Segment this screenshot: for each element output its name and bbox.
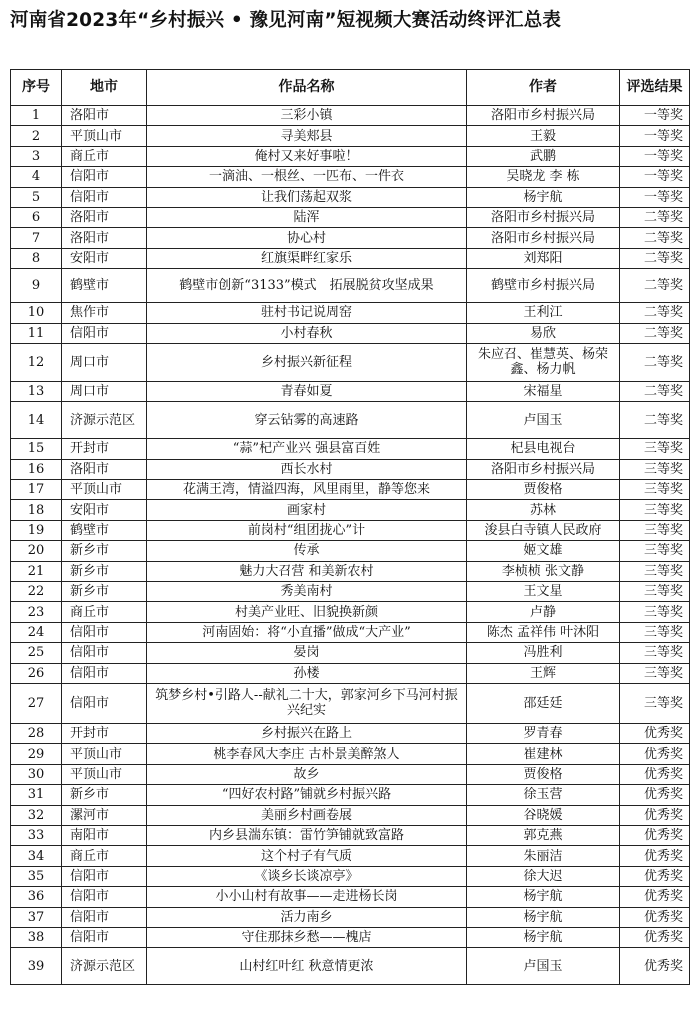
table-row (11, 948, 690, 985)
cell-author: 刘郑阳 (467, 248, 620, 268)
cell-result: 一等奖 (620, 167, 690, 187)
cell-city: 信阳市 (62, 866, 147, 886)
cell-author: 卢国玉 (467, 402, 620, 439)
header-city: 地市 (62, 70, 147, 106)
cell-result: 三等奖 (620, 520, 690, 540)
cell-city: 安阳市 (62, 248, 147, 268)
cell-result: 一等奖 (620, 126, 690, 146)
cell-city: 新乡市 (62, 785, 147, 805)
cell-author: 杨宇航 (467, 927, 620, 947)
cell-work-title: 俺村又来好事啦！ (147, 146, 467, 166)
cell-index: 29 (11, 744, 62, 764)
table-row (11, 520, 690, 540)
cell-index: 3 (11, 146, 62, 166)
cell-index: 26 (11, 663, 62, 683)
table-row (11, 683, 690, 723)
cell-index: 21 (11, 561, 62, 581)
cell-city: 信阳市 (62, 167, 147, 187)
cell-city: 商丘市 (62, 146, 147, 166)
table-row (11, 323, 690, 343)
cell-result: 二等奖 (620, 343, 690, 381)
table-row (11, 825, 690, 845)
cell-result: 一等奖 (620, 187, 690, 207)
cell-work-title: 传承 (147, 541, 467, 561)
cell-work-title: 寻美郏县 (147, 126, 467, 146)
cell-author: 浚县白寺镇人民政府 (467, 520, 620, 540)
cell-result: 优秀奖 (620, 764, 690, 784)
cell-city: 商丘市 (62, 602, 147, 622)
cell-index: 13 (11, 381, 62, 401)
cell-author: 王毅 (467, 126, 620, 146)
table-row (11, 805, 690, 825)
cell-city: 周口市 (62, 381, 147, 401)
table-row (11, 927, 690, 947)
cell-work-title: 一滴油、一根丝、一匹布、一件衣 (147, 167, 467, 187)
cell-index: 7 (11, 228, 62, 248)
cell-city: 洛阳市 (62, 228, 147, 248)
cell-work-title: 青春如夏 (147, 381, 467, 401)
cell-work-title: 内乡县湍东镇：雷竹笋铺就致富路 (147, 825, 467, 845)
cell-index: 35 (11, 866, 62, 886)
cell-result: 优秀奖 (620, 805, 690, 825)
cell-result: 三等奖 (620, 622, 690, 642)
cell-work-title: 乡村振兴新征程 (147, 343, 467, 381)
cell-city: 平顶山市 (62, 126, 147, 146)
table-row (11, 663, 690, 683)
cell-result: 三等奖 (620, 541, 690, 561)
cell-author: 姬文雄 (467, 541, 620, 561)
cell-author: 杨宇航 (467, 907, 620, 927)
cell-city: 信阳市 (62, 622, 147, 642)
cell-author: 贾俊格 (467, 764, 620, 784)
cell-result: 优秀奖 (620, 723, 690, 743)
cell-work-title: 鹤壁市创新“3133”模式 拓展脱贫攻坚成果 (147, 269, 467, 303)
cell-result: 二等奖 (620, 303, 690, 323)
cell-author: 武鹏 (467, 146, 620, 166)
cell-index: 9 (11, 269, 62, 303)
cell-city: 信阳市 (62, 187, 147, 207)
table-row (11, 248, 690, 268)
cell-author: 邵廷廷 (467, 683, 620, 723)
cell-index: 24 (11, 622, 62, 642)
cell-result: 三等奖 (620, 582, 690, 602)
cell-author: 朱应召、崔慧英、杨荣鑫、杨力帆 (467, 343, 620, 381)
cell-city: 信阳市 (62, 643, 147, 663)
cell-author: 徐大迟 (467, 866, 620, 886)
cell-author: 王文星 (467, 582, 620, 602)
cell-author: 朱丽洁 (467, 846, 620, 866)
table-row (11, 723, 690, 743)
cell-result: 优秀奖 (620, 866, 690, 886)
cell-result: 三等奖 (620, 439, 690, 459)
cell-result: 二等奖 (620, 381, 690, 401)
table-body (11, 106, 690, 985)
cell-index: 33 (11, 825, 62, 845)
cell-city: 信阳市 (62, 887, 147, 907)
cell-result: 三等奖 (620, 602, 690, 622)
table-row (11, 907, 690, 927)
cell-work-title: “蒜”杞产业兴 强县富百姓 (147, 439, 467, 459)
cell-author: 洛阳市乡村振兴局 (467, 228, 620, 248)
cell-index: 32 (11, 805, 62, 825)
cell-index: 2 (11, 126, 62, 146)
cell-author: 苏林 (467, 500, 620, 520)
table-row (11, 643, 690, 663)
cell-index: 27 (11, 683, 62, 723)
cell-city: 新乡市 (62, 541, 147, 561)
header-work-title: 作品名称 (147, 70, 467, 106)
cell-index: 31 (11, 785, 62, 805)
cell-result: 优秀奖 (620, 887, 690, 907)
cell-result: 一等奖 (620, 106, 690, 126)
cell-work-title: 乡村振兴在路上 (147, 723, 467, 743)
cell-city: 新乡市 (62, 582, 147, 602)
cell-index: 8 (11, 248, 62, 268)
table-row (11, 785, 690, 805)
cell-author: 郭克燕 (467, 825, 620, 845)
table-row (11, 126, 690, 146)
cell-work-title: 河南固始：将“小直播”做成“大产业” (147, 622, 467, 642)
cell-city: 鹤壁市 (62, 520, 147, 540)
cell-result: 二等奖 (620, 248, 690, 268)
table-row (11, 439, 690, 459)
table-row (11, 402, 690, 439)
cell-work-title: 村美产业旺、旧貌换新颜 (147, 602, 467, 622)
cell-author: 卢静 (467, 602, 620, 622)
table-row (11, 846, 690, 866)
table-row (11, 541, 690, 561)
cell-result: 二等奖 (620, 207, 690, 227)
cell-city: 平顶山市 (62, 764, 147, 784)
cell-work-title: 三彩小镇 (147, 106, 467, 126)
cell-author: 洛阳市乡村振兴局 (467, 459, 620, 479)
cell-city: 鹤壁市 (62, 269, 147, 303)
cell-result: 优秀奖 (620, 948, 690, 985)
cell-result: 三等奖 (620, 683, 690, 723)
cell-work-title: 故乡 (147, 764, 467, 784)
cell-work-title: 山村红叶红 秋意情更浓 (147, 948, 467, 985)
table-row (11, 744, 690, 764)
cell-city: 济源示范区 (62, 402, 147, 439)
cell-result: 三等奖 (620, 561, 690, 581)
cell-index: 18 (11, 500, 62, 520)
cell-result: 三等奖 (620, 643, 690, 663)
table-row (11, 500, 690, 520)
cell-work-title: 秀美南村 (147, 582, 467, 602)
cell-city: 信阳市 (62, 927, 147, 947)
cell-result: 三等奖 (620, 663, 690, 683)
cell-city: 洛阳市 (62, 207, 147, 227)
cell-author: 王辉 (467, 663, 620, 683)
table-row (11, 228, 690, 248)
cell-index: 25 (11, 643, 62, 663)
cell-author: 宋福星 (467, 381, 620, 401)
cell-work-title: 画家村 (147, 500, 467, 520)
table-header-row (11, 70, 690, 106)
cell-city: 信阳市 (62, 907, 147, 927)
cell-work-title: 陆浑 (147, 207, 467, 227)
cell-work-title: 晏岗 (147, 643, 467, 663)
cell-index: 39 (11, 948, 62, 985)
cell-index: 11 (11, 323, 62, 343)
table-row (11, 167, 690, 187)
cell-city: 信阳市 (62, 663, 147, 683)
table-row (11, 561, 690, 581)
cell-index: 34 (11, 846, 62, 866)
cell-index: 4 (11, 167, 62, 187)
cell-work-title: 协心村 (147, 228, 467, 248)
cell-index: 6 (11, 207, 62, 227)
cell-author: 杨宇航 (467, 187, 620, 207)
table-row (11, 602, 690, 622)
cell-index: 16 (11, 459, 62, 479)
cell-work-title: 魅力大召营 和美新农村 (147, 561, 467, 581)
cell-author: 易欣 (467, 323, 620, 343)
cell-result: 优秀奖 (620, 825, 690, 845)
cell-index: 14 (11, 402, 62, 439)
header-author: 作者 (467, 70, 620, 106)
cell-city: 信阳市 (62, 323, 147, 343)
table-row (11, 582, 690, 602)
cell-author: 洛阳市乡村振兴局 (467, 207, 620, 227)
cell-city: 平顶山市 (62, 480, 147, 500)
cell-city: 焦作市 (62, 303, 147, 323)
cell-result: 二等奖 (620, 228, 690, 248)
table-row (11, 459, 690, 479)
cell-result: 三等奖 (620, 500, 690, 520)
cell-result: 优秀奖 (620, 927, 690, 947)
table-row (11, 187, 690, 207)
cell-work-title: 美丽乡村画卷展 (147, 805, 467, 825)
cell-work-title: 穿云钻雾的高速路 (147, 402, 467, 439)
cell-index: 28 (11, 723, 62, 743)
cell-index: 36 (11, 887, 62, 907)
table-row (11, 764, 690, 784)
table-row (11, 480, 690, 500)
table-row (11, 866, 690, 886)
cell-work-title: 西长水村 (147, 459, 467, 479)
cell-author: 吴晓龙 李 栋 (467, 167, 620, 187)
header-result: 评选结果 (620, 70, 690, 106)
cell-index: 10 (11, 303, 62, 323)
cell-author: 杞县电视台 (467, 439, 620, 459)
cell-result: 二等奖 (620, 269, 690, 303)
cell-work-title: 前岗村“组团拢心”计 (147, 520, 467, 540)
page-title: 河南省2023年“乡村振兴 • 豫见河南”短视频大赛活动终评汇总表 (10, 10, 562, 31)
cell-city: 洛阳市 (62, 459, 147, 479)
cell-work-title: 活力南乡 (147, 907, 467, 927)
cell-work-title: “四好农村路”铺就乡村振兴路 (147, 785, 467, 805)
cell-result: 优秀奖 (620, 785, 690, 805)
cell-city: 周口市 (62, 343, 147, 381)
cell-index: 38 (11, 927, 62, 947)
cell-index: 37 (11, 907, 62, 927)
cell-author: 卢国玉 (467, 948, 620, 985)
table-row (11, 207, 690, 227)
cell-work-title: 小村春秋 (147, 323, 467, 343)
cell-work-title: 桃李春风大李庄 古朴景美醉煞人 (147, 744, 467, 764)
cell-city: 南阳市 (62, 825, 147, 845)
cell-index: 15 (11, 439, 62, 459)
table-row (11, 343, 690, 381)
results-table (10, 69, 690, 985)
table-row (11, 146, 690, 166)
cell-index: 23 (11, 602, 62, 622)
cell-index: 20 (11, 541, 62, 561)
cell-author: 崔建林 (467, 744, 620, 764)
cell-result: 二等奖 (620, 323, 690, 343)
cell-author: 陈杰 孟祥伟 叶沐阳 (467, 622, 620, 642)
cell-work-title: 孙楼 (147, 663, 467, 683)
cell-result: 三等奖 (620, 480, 690, 500)
cell-city: 洛阳市 (62, 106, 147, 126)
cell-author: 李桢桢 张文静 (467, 561, 620, 581)
cell-author: 王利江 (467, 303, 620, 323)
table-row (11, 303, 690, 323)
cell-index: 19 (11, 520, 62, 540)
cell-work-title: 红旗渠畔红家乐 (147, 248, 467, 268)
cell-index: 12 (11, 343, 62, 381)
cell-work-title: 花满王湾，情溢四海，风里雨里，静等您来 (147, 480, 467, 500)
cell-result: 优秀奖 (620, 846, 690, 866)
cell-author: 谷晓媛 (467, 805, 620, 825)
cell-work-title: 守住那抹乡愁——槐店 (147, 927, 467, 947)
cell-work-title: 《谈乡长谈凉亭》 (147, 866, 467, 886)
cell-author: 洛阳市乡村振兴局 (467, 106, 620, 126)
table-row (11, 622, 690, 642)
cell-result: 三等奖 (620, 459, 690, 479)
cell-city: 信阳市 (62, 683, 147, 723)
cell-index: 5 (11, 187, 62, 207)
header-index: 序号 (11, 70, 62, 106)
cell-index: 17 (11, 480, 62, 500)
cell-author: 冯胜利 (467, 643, 620, 663)
cell-work-title: 小小山村有故事——走进杨长岗 (147, 887, 467, 907)
cell-result: 一等奖 (620, 146, 690, 166)
cell-city: 开封市 (62, 439, 147, 459)
cell-city: 商丘市 (62, 846, 147, 866)
cell-result: 优秀奖 (620, 907, 690, 927)
cell-city: 漯河市 (62, 805, 147, 825)
table-row (11, 887, 690, 907)
cell-work-title: 这个村子有气质 (147, 846, 467, 866)
cell-result: 二等奖 (620, 402, 690, 439)
cell-author: 贾俊格 (467, 480, 620, 500)
cell-work-title: 驻村书记说周窑 (147, 303, 467, 323)
cell-work-title: 让我们荡起双浆 (147, 187, 467, 207)
cell-work-title: 筑梦乡村•引路人--献礼二十大，郭家河乡下马河村振兴纪实 (147, 683, 467, 723)
cell-author: 徐玉营 (467, 785, 620, 805)
cell-result: 优秀奖 (620, 744, 690, 764)
cell-city: 济源示范区 (62, 948, 147, 985)
cell-index: 22 (11, 582, 62, 602)
table-row (11, 381, 690, 401)
cell-author: 杨宇航 (467, 887, 620, 907)
table-row (11, 106, 690, 126)
cell-city: 新乡市 (62, 561, 147, 581)
cell-city: 安阳市 (62, 500, 147, 520)
cell-city: 平顶山市 (62, 744, 147, 764)
cell-index: 1 (11, 106, 62, 126)
table-row (11, 269, 690, 303)
cell-city: 开封市 (62, 723, 147, 743)
cell-index: 30 (11, 764, 62, 784)
cell-author: 鹤壁市乡村振兴局 (467, 269, 620, 303)
cell-author: 罗青春 (467, 723, 620, 743)
